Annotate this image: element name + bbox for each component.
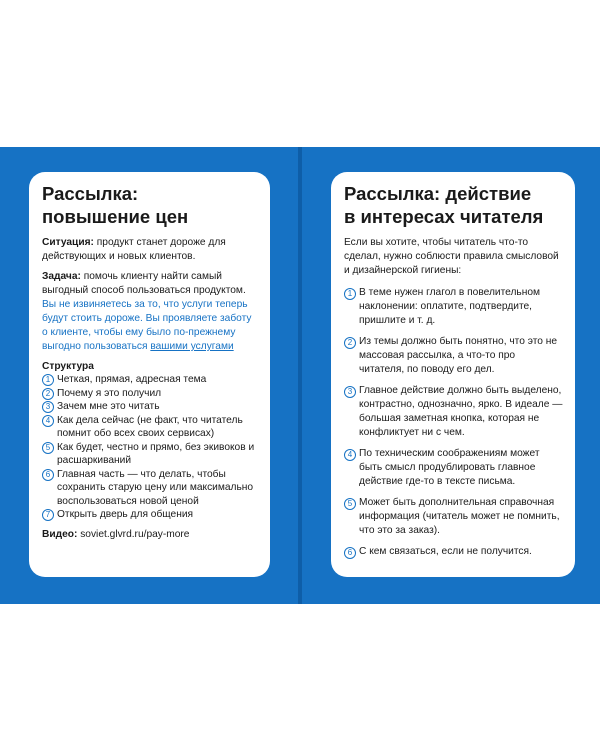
circle-number-icon: 3 xyxy=(42,401,54,413)
rule-item xyxy=(344,496,563,538)
left-card-title xyxy=(42,182,258,228)
structure-item-text: Открыть дверь для общения xyxy=(57,509,194,520)
structure-item-text: Как будет, честно и прямо, без экивоков и расшаркиваний xyxy=(57,441,255,466)
left-title-line2: повышение цен xyxy=(42,206,189,227)
rule-item xyxy=(344,545,563,559)
task-highlight: Вы не извиняетесь за то, что услуги теперь будут стоить дороже. Вы проявляете заботу о клиенте, чтобы ему было по-прежнему выгодно пользоваться xyxy=(42,299,252,352)
circle-number-icon: 4 xyxy=(42,415,54,427)
structure-item-text: Четкая, прямая, адресная тема xyxy=(57,374,207,385)
circle-number-icon: 3 xyxy=(344,386,356,398)
video-url[interactable]: soviet.glvrd.ru/pay-more xyxy=(77,528,190,540)
task-paragraph xyxy=(42,270,258,354)
right-title-line1: Рассылка: действие xyxy=(344,183,532,204)
rule-item xyxy=(344,335,563,377)
rule-item xyxy=(344,286,563,328)
rule-item-text: Из темы должно быть понятно, что это не массовая рассылка, а что-то про читателя, по поводу его дел. xyxy=(359,336,558,375)
circle-number-icon: 2 xyxy=(42,388,54,400)
structure-list xyxy=(42,373,258,522)
structure-item xyxy=(42,508,258,522)
price-increase-card xyxy=(29,172,270,577)
circle-number-icon: 5 xyxy=(344,498,356,510)
structure-heading: Структура xyxy=(42,361,94,372)
structure-item-text: Как дела сейчас (не факт, что читатель помнит обо всех своих сервисах) xyxy=(57,414,243,439)
reader-action-card xyxy=(331,172,575,577)
rule-item xyxy=(344,384,563,440)
circle-number-icon: 6 xyxy=(344,547,356,559)
left-title-line1: Рассылка: xyxy=(42,183,139,204)
structure-item-text: Зачем мне это читать xyxy=(57,401,160,412)
structure-item xyxy=(42,468,258,509)
structure-item xyxy=(42,387,258,401)
video-line xyxy=(42,528,258,542)
right-title-line2: в интересах читателя xyxy=(344,206,544,227)
structure-item xyxy=(42,414,258,441)
task-text: помочь клиенту найти самый выгодный способ пользоваться продуктом. xyxy=(42,271,246,296)
circle-number-icon: 1 xyxy=(42,374,54,386)
intro-paragraph: Если вы хотите, чтобы читатель что-то сделал, нужно соблюсти правила смысловой и дизайнерской гигиены: xyxy=(344,237,559,276)
rule-item-text: С кем связаться, если не получится. xyxy=(359,546,532,557)
circle-number-icon: 2 xyxy=(344,337,356,349)
structure-item xyxy=(42,400,258,414)
rule-item-text: Может быть дополнительная справочная информация (читатель может не помнить, что это за заказ). xyxy=(359,497,560,536)
video-label: Видео: xyxy=(42,528,78,540)
rule-item xyxy=(344,447,563,489)
structure-item-text: Главная часть — что делать, чтобы сохранить старую цену или максимально воспользоваться новой ценой xyxy=(57,468,254,507)
circle-number-icon: 5 xyxy=(42,442,54,454)
situation-paragraph xyxy=(42,236,258,264)
structure-item xyxy=(42,373,258,387)
right-card-title xyxy=(344,182,563,228)
rule-item-text: В теме нужен глагол в повелительном наклонении: оплатите, подтвердите, пришлите и т. д. xyxy=(359,287,541,326)
structure-item xyxy=(42,441,258,468)
task-link[interactable]: вашими услугами xyxy=(150,341,234,352)
rule-item-text: Главное действие должно быть выделено, контрастно, однозначно, ярко. В идеале — большая заметная кнопка, которая не конфликтует ни с чем. xyxy=(359,385,563,438)
situation-text: продукт станет дороже для действующих и новых клиентов. xyxy=(42,237,226,262)
structure-item-text: Почему я это получил xyxy=(57,387,162,399)
rules-list xyxy=(344,286,563,559)
circle-number-icon: 1 xyxy=(344,288,356,300)
rule-item-text: По техническим соображениям может быть смысл продублировать главное действие где-то в тексте письма. xyxy=(359,448,540,487)
circle-number-icon: 7 xyxy=(42,509,54,521)
situation-label: Ситуация: xyxy=(42,237,94,248)
circle-number-icon: 4 xyxy=(344,449,356,461)
task-label: Задача: xyxy=(42,271,81,282)
circle-number-icon: 6 xyxy=(42,469,54,481)
